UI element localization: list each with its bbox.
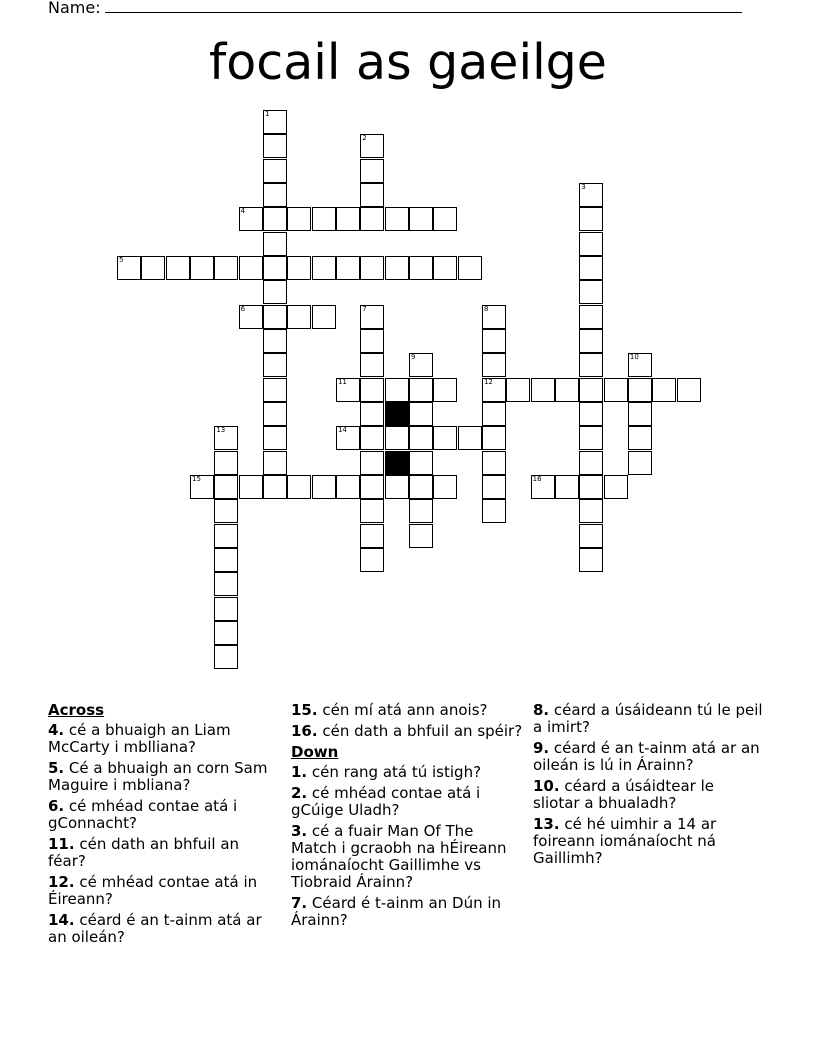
grid-cell[interactable] bbox=[214, 548, 238, 572]
grid-cell[interactable] bbox=[409, 499, 433, 523]
clue-number: 11 bbox=[337, 377, 347, 386]
grid-cell[interactable] bbox=[214, 597, 238, 621]
grid-cell[interactable] bbox=[336, 207, 360, 231]
grid-cell[interactable] bbox=[360, 378, 384, 402]
grid-cell[interactable] bbox=[579, 329, 603, 353]
grid-cell[interactable] bbox=[360, 134, 384, 158]
grid-cell[interactable] bbox=[482, 499, 506, 523]
grid-cell[interactable] bbox=[263, 280, 287, 304]
grid-cell[interactable] bbox=[433, 256, 457, 280]
grid-cell[interactable] bbox=[579, 524, 603, 548]
grid-cell[interactable] bbox=[628, 402, 652, 426]
grid-cell[interactable] bbox=[409, 426, 433, 450]
grid-cell[interactable] bbox=[482, 402, 506, 426]
grid-cell[interactable] bbox=[604, 378, 628, 402]
clue-number: 2 bbox=[362, 134, 367, 143]
grid-cell[interactable] bbox=[360, 499, 384, 523]
grid-cell[interactable] bbox=[263, 134, 287, 158]
grid-cell[interactable] bbox=[287, 256, 311, 280]
grid-cell[interactable] bbox=[579, 183, 603, 207]
grid-cell[interactable] bbox=[360, 426, 384, 450]
grid-cell[interactable] bbox=[433, 207, 457, 231]
grid-cell[interactable] bbox=[360, 548, 384, 572]
grid-cell[interactable] bbox=[239, 256, 263, 280]
clue-down-9: 9. céard é an t-ainm atá ar an oileán is lú in Árainn? bbox=[533, 739, 760, 774]
clue-down-13: 13. cé hé uimhir a 14 ar foireann iománaíocht ná Gaillimh? bbox=[533, 815, 717, 867]
name-label: Name: bbox=[48, 0, 101, 17]
grid-cell[interactable] bbox=[214, 621, 238, 645]
clue-across-4: 4. cé a bhuaigh an Liam McCarty i mblliana? bbox=[48, 721, 231, 756]
grid-cell[interactable] bbox=[214, 426, 238, 450]
grid-cell[interactable] bbox=[214, 645, 238, 669]
grid-cell[interactable] bbox=[409, 475, 433, 499]
clue-across-11: 11. cén dath an bhfuil an féar? bbox=[48, 835, 240, 870]
grid-cell[interactable] bbox=[263, 426, 287, 450]
grid-cell[interactable] bbox=[579, 402, 603, 426]
grid-cell[interactable] bbox=[579, 426, 603, 450]
grid-cell[interactable] bbox=[214, 475, 238, 499]
grid-cell[interactable] bbox=[433, 475, 457, 499]
grid-cell[interactable] bbox=[141, 256, 165, 280]
grid-cell[interactable] bbox=[385, 475, 409, 499]
grid-cell[interactable] bbox=[287, 475, 311, 499]
clue-number: 12 bbox=[483, 377, 493, 386]
grid-cell[interactable] bbox=[579, 378, 603, 402]
grid-cell[interactable] bbox=[287, 305, 311, 329]
grid-cell[interactable] bbox=[409, 256, 433, 280]
grid-cell[interactable] bbox=[336, 378, 360, 402]
clue-number: 3 bbox=[581, 182, 586, 191]
grid-cell[interactable] bbox=[263, 305, 287, 329]
grid-cell[interactable] bbox=[190, 475, 214, 499]
black-square bbox=[385, 451, 409, 475]
black-square bbox=[385, 402, 409, 426]
grid-cell[interactable] bbox=[190, 256, 214, 280]
grid-cell[interactable] bbox=[482, 426, 506, 450]
clue-across-15: 15. cén mí atá ann anois? bbox=[291, 701, 488, 719]
grid-cell[interactable] bbox=[263, 475, 287, 499]
grid-cell[interactable] bbox=[336, 256, 360, 280]
grid-cell[interactable] bbox=[214, 256, 238, 280]
grid-cell[interactable] bbox=[214, 572, 238, 596]
grid-cell[interactable] bbox=[433, 426, 457, 450]
grid-cell[interactable] bbox=[312, 475, 336, 499]
grid-cell[interactable] bbox=[360, 329, 384, 353]
clue-down-2: 2. cé mhéad contae atá i gCúige Uladh? bbox=[291, 784, 481, 819]
grid-cell[interactable] bbox=[263, 329, 287, 353]
grid-cell[interactable] bbox=[604, 475, 628, 499]
clue-number: 1 bbox=[264, 110, 270, 118]
clue-number: 8 bbox=[483, 304, 489, 313]
grid-cell[interactable] bbox=[214, 499, 238, 523]
clue-number: 4 bbox=[240, 207, 246, 216]
clue-down-7: 7. Céard é t-ainm an Dún in Árainn? bbox=[291, 894, 502, 929]
grid-cell[interactable] bbox=[482, 329, 506, 353]
grid-cell[interactable] bbox=[385, 426, 409, 450]
name-underline[interactable] bbox=[105, 0, 742, 13]
grid-cell[interactable] bbox=[579, 256, 603, 280]
grid-cell[interactable] bbox=[360, 159, 384, 183]
grid-cell[interactable] bbox=[555, 475, 579, 499]
grid-cell[interactable] bbox=[360, 524, 384, 548]
grid-cell[interactable] bbox=[385, 207, 409, 231]
clue-number: 7 bbox=[362, 304, 367, 313]
grid-cell[interactable] bbox=[166, 256, 190, 280]
grid-cell[interactable] bbox=[336, 475, 360, 499]
grid-cell[interactable] bbox=[579, 451, 603, 475]
grid-cell[interactable] bbox=[263, 110, 287, 134]
grid-cell[interactable] bbox=[409, 207, 433, 231]
clues-column-1 bbox=[48, 702, 273, 950]
grid-cell[interactable] bbox=[360, 207, 384, 231]
grid-cell[interactable] bbox=[263, 451, 287, 475]
clue-across-14: 14. céard é an t-ainm atá ar an oileán? bbox=[48, 911, 262, 946]
grid-cell[interactable] bbox=[263, 207, 287, 231]
grid-cell[interactable] bbox=[214, 524, 238, 548]
grid-cell[interactable] bbox=[263, 256, 287, 280]
grid-cell[interactable] bbox=[482, 378, 506, 402]
grid-cell[interactable] bbox=[579, 548, 603, 572]
clues-column-2 bbox=[291, 702, 523, 933]
grid-cell[interactable] bbox=[336, 426, 360, 450]
clues-column-3 bbox=[533, 702, 765, 871]
grid-cell[interactable] bbox=[312, 305, 336, 329]
grid-cell[interactable] bbox=[263, 232, 287, 256]
grid-cell[interactable] bbox=[579, 305, 603, 329]
grid-cell[interactable] bbox=[531, 475, 555, 499]
grid-cell[interactable] bbox=[579, 207, 603, 231]
grid-cell[interactable] bbox=[312, 207, 336, 231]
grid-cell[interactable] bbox=[409, 451, 433, 475]
grid-cell[interactable] bbox=[117, 256, 141, 280]
clue-number: 16 bbox=[532, 474, 542, 483]
grid-cell[interactable] bbox=[628, 378, 652, 402]
grid-cell[interactable] bbox=[239, 305, 263, 329]
grid-cell[interactable] bbox=[409, 378, 433, 402]
clue-number: 9 bbox=[410, 353, 416, 362]
grid-cell[interactable] bbox=[360, 475, 384, 499]
clue-across-5: 5. Cé a bhuaigh an corn Sam Maguire i mbliana? bbox=[48, 759, 268, 794]
grid-cell[interactable] bbox=[677, 378, 701, 402]
across-heading: Across bbox=[48, 701, 105, 719]
grid-cell[interactable] bbox=[579, 499, 603, 523]
grid-cell[interactable] bbox=[628, 426, 652, 450]
grid-cell[interactable] bbox=[579, 232, 603, 256]
grid-cell[interactable] bbox=[531, 378, 555, 402]
clue-number: 6 bbox=[240, 304, 246, 313]
grid-cell[interactable] bbox=[482, 353, 506, 377]
grid-cell[interactable] bbox=[579, 475, 603, 499]
clue-across-16: 16. cén dath a bhfuil an spéir? bbox=[291, 722, 523, 740]
grid-cell[interactable] bbox=[458, 256, 482, 280]
grid-cell[interactable] bbox=[506, 378, 530, 402]
clue-down-3: 3. cé a fuair Man Of The Match i gcraobh na hÉireann iománaíocht Gaillimhe vs Tiobraid Árainn? bbox=[291, 822, 507, 891]
clue-number: 13 bbox=[216, 426, 226, 435]
name-field bbox=[48, 0, 742, 17]
clue-across-6: 6. cé mhéad contae atá i gConnacht? bbox=[48, 797, 238, 832]
grid-cell[interactable] bbox=[312, 256, 336, 280]
grid-cell[interactable] bbox=[360, 402, 384, 426]
grid-cell[interactable] bbox=[409, 353, 433, 377]
grid-cell[interactable] bbox=[579, 280, 603, 304]
grid-cell[interactable] bbox=[263, 353, 287, 377]
grid-cell[interactable] bbox=[628, 451, 652, 475]
grid-cell[interactable] bbox=[628, 353, 652, 377]
grid-cell[interactable] bbox=[385, 378, 409, 402]
clue-down-10: 10. céard a úsáidtear le sliotar a bhualadh? bbox=[533, 777, 715, 812]
grid-cell[interactable] bbox=[433, 378, 457, 402]
grid-cell[interactable] bbox=[263, 159, 287, 183]
grid-cell[interactable] bbox=[214, 451, 238, 475]
grid-cell[interactable] bbox=[652, 378, 676, 402]
grid-cell[interactable] bbox=[263, 378, 287, 402]
grid-cell[interactable] bbox=[482, 451, 506, 475]
grid-cell[interactable] bbox=[360, 183, 384, 207]
grid-cell[interactable] bbox=[287, 207, 311, 231]
clue-number: 15 bbox=[191, 474, 201, 483]
grid-cell[interactable] bbox=[360, 353, 384, 377]
clue-number: 14 bbox=[337, 426, 347, 435]
grid-cell[interactable] bbox=[263, 183, 287, 207]
clue-across-12: 12. cé mhéad contae atá in Éireann? bbox=[48, 873, 258, 908]
down-heading: Down bbox=[291, 743, 339, 761]
grid-cell[interactable] bbox=[360, 256, 384, 280]
grid-cell[interactable] bbox=[458, 426, 482, 450]
clue-down-1: 1. cén rang atá tú istigh? bbox=[291, 763, 482, 781]
puzzle-title: focail as gaeilge bbox=[209, 34, 607, 91]
grid-cell[interactable] bbox=[555, 378, 579, 402]
grid-cell[interactable] bbox=[482, 305, 506, 329]
clue-number: 5 bbox=[119, 255, 124, 264]
grid-cell[interactable] bbox=[409, 402, 433, 426]
grid-cell[interactable] bbox=[482, 475, 506, 499]
grid-cell[interactable] bbox=[263, 402, 287, 426]
grid-cell[interactable] bbox=[360, 305, 384, 329]
clue-down-8: 8. céard a úsáideann tú le peil a imirt? bbox=[533, 701, 763, 736]
clue-number: 10 bbox=[629, 353, 639, 362]
grid-cell[interactable] bbox=[239, 475, 263, 499]
grid-cell[interactable] bbox=[360, 451, 384, 475]
grid-cell[interactable] bbox=[579, 353, 603, 377]
grid-cell[interactable] bbox=[239, 207, 263, 231]
grid-cell[interactable] bbox=[385, 256, 409, 280]
grid-cell[interactable] bbox=[409, 524, 433, 548]
